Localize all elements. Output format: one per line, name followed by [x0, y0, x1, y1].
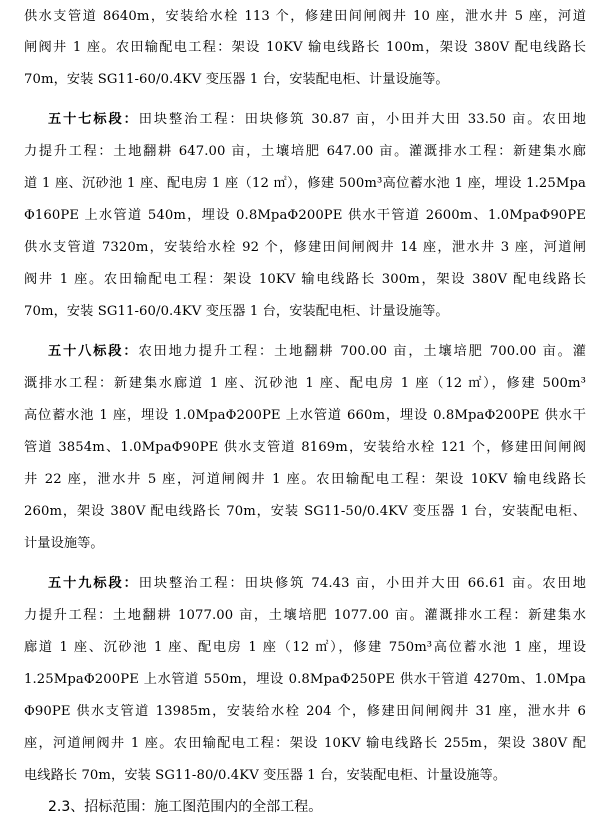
text-line: 电线路长 70m，安装 SG11-80/0.4KV 变压器 1 台，安装配电柜、计量设施等。 [24, 768, 507, 783]
text-line: 井 22 座，泄水井 5 座，河道闸阀井 1 座。农田输配电工程：架设 10KV 输电线路长 [24, 472, 586, 487]
text-line: 廊道 1 座、沉砂池 1 座、配电房 1 座（12 ㎡），修建 750m³高位蓄水池 1 座，埋设 [24, 640, 586, 655]
text-segment: 农田地力提升工程：土地翻耕 700.00 亩，土壤培肥 700.00 亩。灌 [138, 344, 586, 359]
text-line: 计量设施等。 [24, 536, 104, 551]
text-line: 高位蓄水池 1 座，埋设 1.0MpaΦ200PE 上水管道 660m，埋设 0.8MpaΦ200PE 供水干 [24, 408, 586, 423]
text-segment: 田块整治工程：田块修筑 30.87 亩，小田并大田 33.50 亩。农田地 [138, 112, 586, 127]
text-line: 座，河道闸阀井 1 座。农田输配电工程：架设 10KV 输电线路长 255m，架设 380V 配 [24, 736, 586, 751]
section-heading: 五十七标段： [48, 112, 139, 127]
text-line: 道 1 座、沉砂池 1 座、配电房 1 座（12 ㎡），修建 500m³高位蓄水池 1 座，埋设 1.25Mpa [24, 176, 586, 191]
section-heading: 五十九标段： [48, 576, 139, 591]
scope-heading: 2.3、招标范围：施工图范围内的全部工程。 [48, 799, 323, 815]
text-line: 力提升工程：土地翻耕 647.00 亩，土壤培肥 647.00 亩。灌溉排水工程：新建集水廊 [24, 144, 586, 159]
text-line: Φ90PE 供水支管道 13985m，安装给水栓 204 个，修建田间闸阀井 31 座，泄水井 6 [24, 704, 586, 719]
text-line: 70m，安装 SG11-60/0.4KV 变压器 1 台，安装配电柜、计量设施等。 [24, 304, 449, 319]
text-line [48, 110, 586, 130]
text-line: 溉排水工程：新建集水廊道 1 座、沉砂池 1 座、配电房 1 座（12 ㎡），修建 500m³ [24, 376, 586, 391]
text-line: 260m，架设 380V 配电线路长 70m，安装 SG11-50/0.4KV 变压器 1 台，安装配电柜、 [24, 504, 586, 519]
section-heading: 五十八标段： [48, 344, 139, 359]
text-line [48, 574, 586, 594]
text-line: Φ160PE 上水管道 540m，埋设 0.8MpaΦ200PE 供水干管道 2600m、1.0MpaΦ90PE [24, 208, 586, 223]
text-line: 阀井 1 座。农田输配电工程：架设 10KV 输电线路长 300m，架设 380V 配电线路长 [24, 272, 586, 287]
text-segment: 田块整治工程：田块修筑 74.43 亩，小田并大田 66.61 亩。农田地 [138, 576, 586, 591]
text-line: 供水支管道 7320m，安装给水栓 92 个，修建田间闸阀井 14 座，泄水井 3 座，河道闸 [24, 240, 586, 255]
text-line [48, 342, 586, 362]
text-line: 管道 3854m、1.0MpaΦ90PE 供水支管道 8169m，安装给水栓 121 个，修建田间闸阀 [24, 440, 586, 455]
text-line: 闸阀井 1 座。农田输配电工程：架设 10KV 输电线路长 100m，架设 380V 配电线路长 [24, 40, 586, 55]
text-line: 供水支管道 8640m，安装给水栓 113 个，修建田间闸阀井 10 座，泄水井 5 座，河道 [24, 9, 586, 24]
text-line: 70m，安装 SG11-60/0.4KV 变压器 1 台，安装配电柜、计量设施等。 [24, 72, 449, 87]
text-line: 1.25MpaΦ200PE 上水管道 550m，埋设 0.8MpaΦ250PE 供水干管道 4270m、1.0Mpa [24, 672, 586, 687]
text-line: 力提升工程：土地翻耕 1077.00 亩，土壤培肥 1077.00 亩。灌溉排水工程：新建集水 [24, 608, 586, 623]
